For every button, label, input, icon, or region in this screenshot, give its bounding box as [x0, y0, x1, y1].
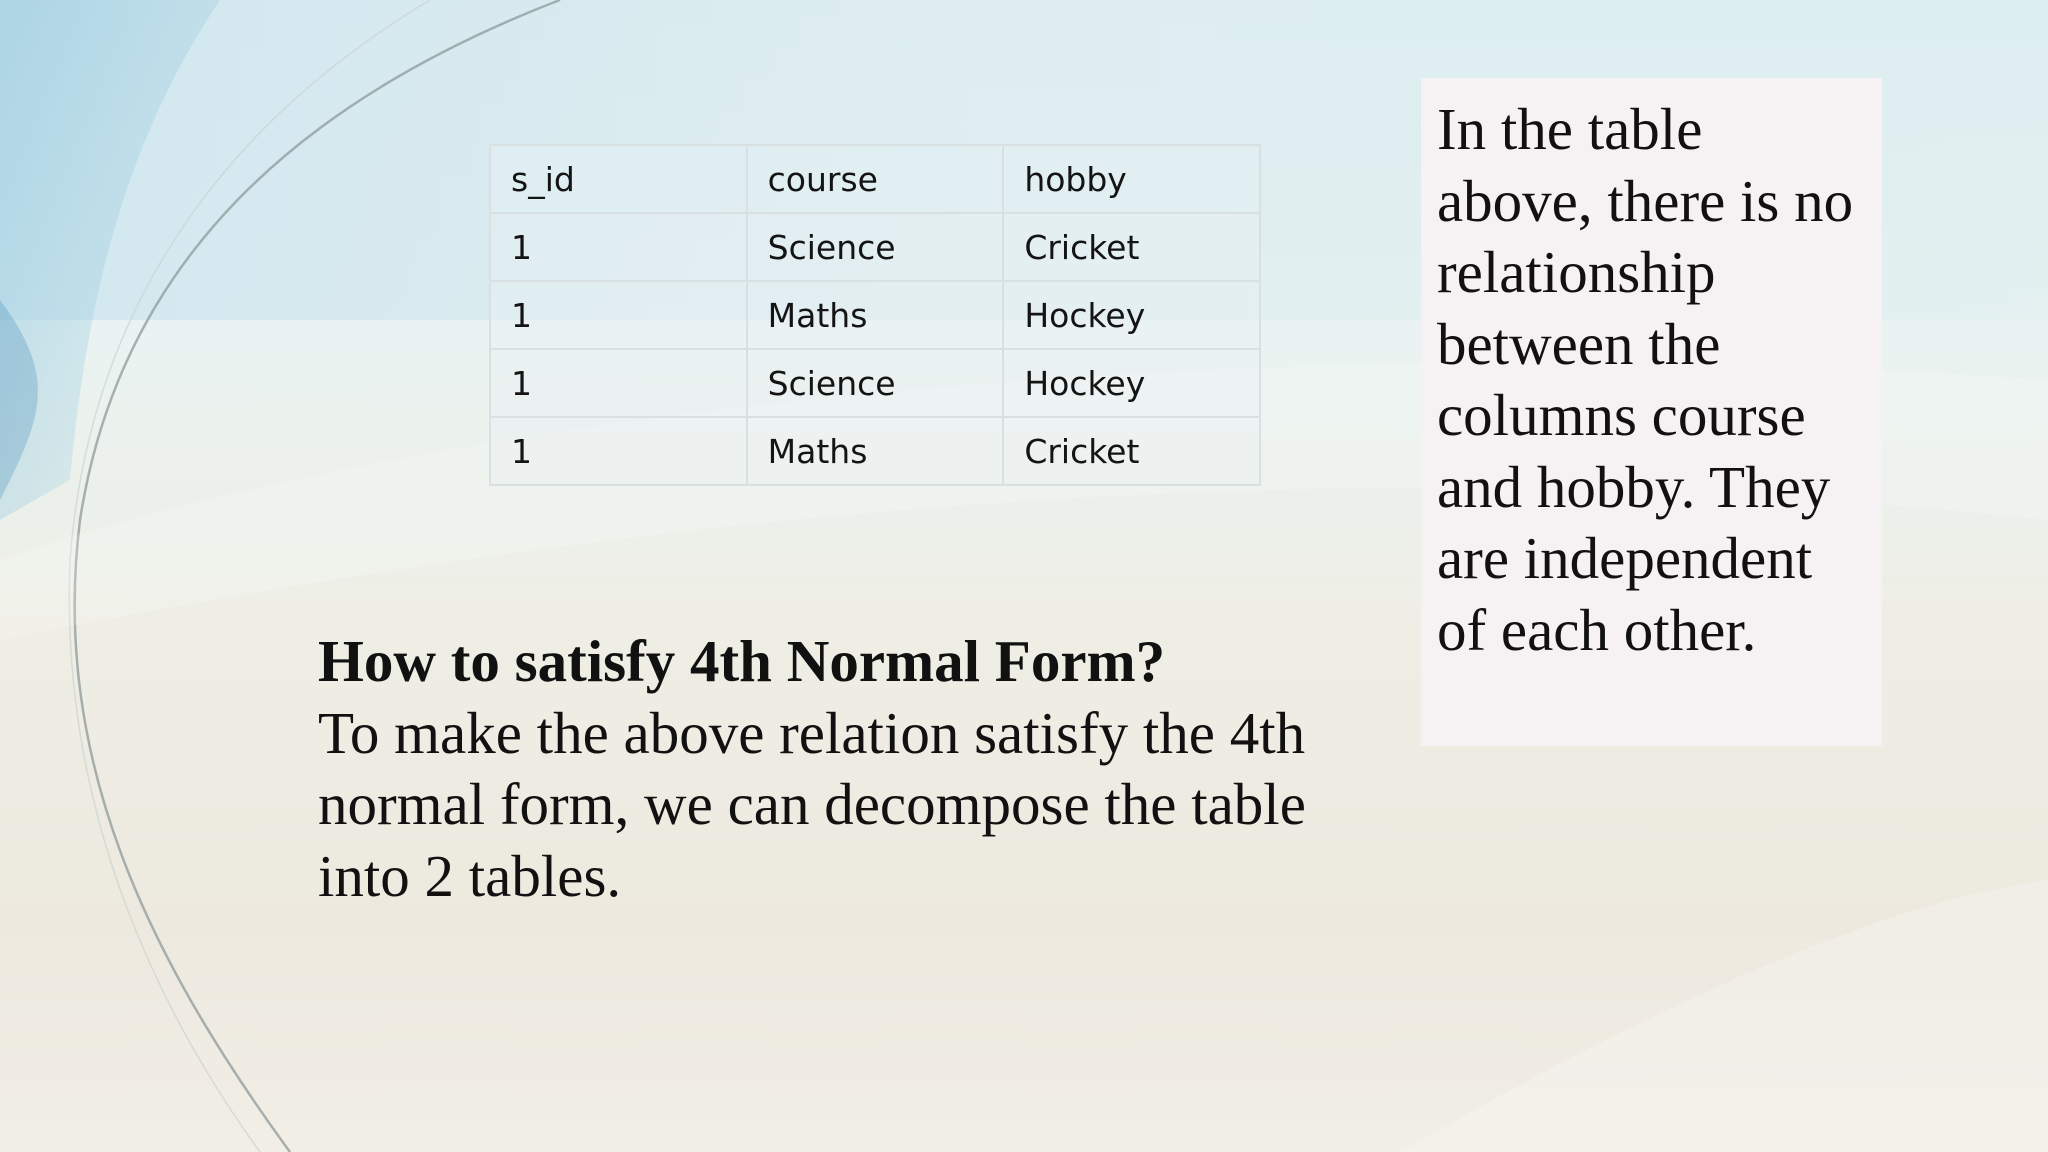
section-body: To make the above relation satisfy the 4th normal form, we can decompose the table into 2 tables. [318, 699, 1306, 909]
column-header-s-id: s_id [490, 145, 747, 213]
table-cell: Science [747, 349, 1004, 417]
data-table [489, 144, 1261, 486]
table-row [490, 281, 1260, 349]
table-row [490, 213, 1260, 281]
table-cell: Hockey [1003, 281, 1260, 349]
table-row [490, 349, 1260, 417]
table-cell: 1 [490, 213, 747, 281]
column-header-course: course [747, 145, 1004, 213]
note-box [1421, 78, 1882, 746]
table-cell: Hockey [1003, 349, 1260, 417]
table-cell: 1 [490, 281, 747, 349]
note-text: In the table above, there is no relationship between the columns course and hobby. They are independent of each other. [1437, 96, 1854, 663]
table-cell: Cricket [1003, 417, 1260, 485]
table-header-row [490, 145, 1260, 213]
main-text-block [318, 626, 1368, 912]
table-cell: 1 [490, 417, 747, 485]
table-cell: Cricket [1003, 213, 1260, 281]
table-cell: Science [747, 213, 1004, 281]
section-heading: How to satisfy 4th Normal Form? [318, 628, 1166, 694]
table-cell: Maths [747, 417, 1004, 485]
column-header-hobby: hobby [1003, 145, 1260, 213]
table-cell: Maths [747, 281, 1004, 349]
table-cell: 1 [490, 349, 747, 417]
table-row [490, 417, 1260, 485]
